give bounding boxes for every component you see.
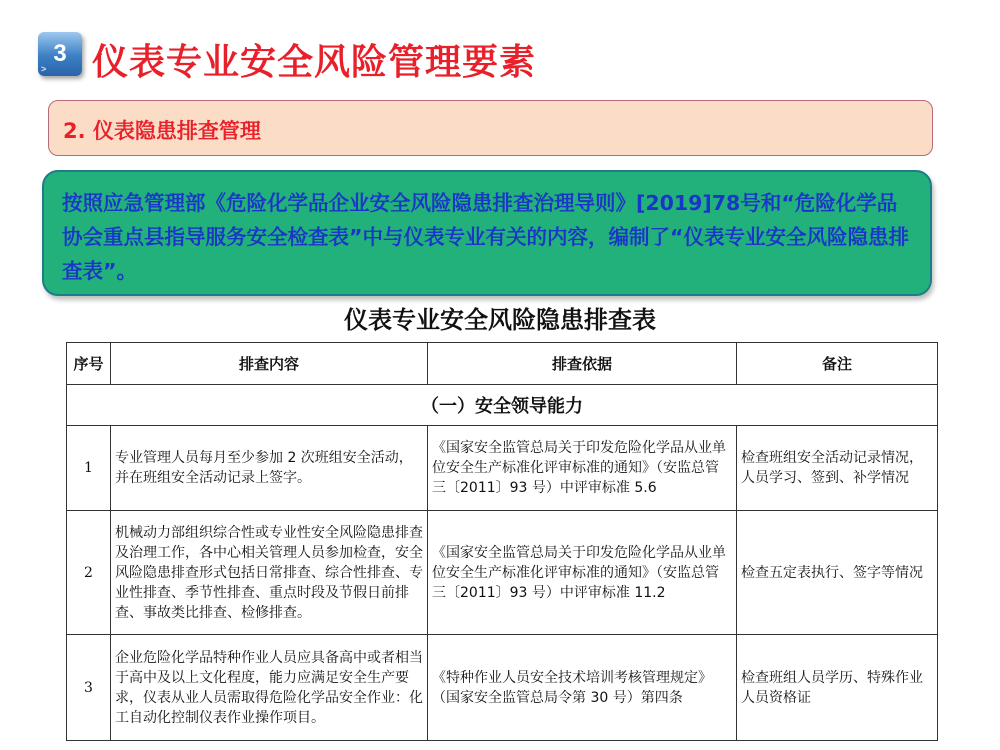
section-heading: 2. 仪表隐患排查管理: [63, 119, 261, 143]
row-number: 2: [67, 511, 111, 635]
row-number: 1: [67, 426, 111, 511]
row-note: 检查班组人员学历、特殊作业人员资格证: [737, 635, 938, 741]
row-note: 检查班组安全活动记录情况，人员学习、签到、补学情况: [737, 426, 938, 511]
row-basis: 《国家安全监管总局关于印发危险化学品从业单位安全生产标准化评审标准的通知》（安监总管三〔2011〕93 号）中评审标准 11.2: [428, 511, 737, 635]
group-label: （一）安全领导能力: [67, 385, 938, 426]
row-number: 3: [67, 635, 111, 741]
header-content: 排查内容: [111, 343, 428, 385]
row-content: 专业管理人员每月至少参加 2 次班组安全活动，并在班组安全活动记录上签字。: [111, 426, 428, 511]
table-row: [67, 426, 938, 511]
risk-checklist-table: [66, 342, 938, 741]
intro-callout: [42, 170, 932, 296]
page-title: 仪表专业安全风险管理要素: [92, 42, 537, 83]
section-heading-box: [48, 100, 933, 156]
table-group-row: [67, 385, 938, 426]
row-note: 检查五定表执行、签字等情况: [737, 511, 938, 635]
header-note: 备注: [737, 343, 938, 385]
table-row: [67, 511, 938, 635]
table-row: [67, 635, 938, 741]
row-content: 企业危险化学品特种作业人员应具备高中或者相当于高中及以上文化程度，能力应满足安全生产要求，仪表从业人员需取得危险化学品安全作业：化工自动化控制仪表作业操作项目。: [111, 635, 428, 741]
badge-number: 3: [53, 40, 67, 67]
arrow-icon: >: [41, 64, 47, 74]
header-basis: 排查依据: [428, 343, 737, 385]
section-number-badge: [38, 32, 82, 76]
header-seq: 序号: [67, 343, 111, 385]
intro-text: 按照应急管理部《危险化学品企业安全风险隐患排查治理导则》[2019]78号和“危险化学品协会重点县指导服务安全检查表”中与仪表专业有关的内容，编制了“仪表专业安全风险隐患排查表”。: [62, 191, 909, 283]
row-content: 机械动力部组织综合性或专业性安全风险隐患排查及治理工作，各中心相关管理人员参加检查，安全风险隐患排查形式包括日常排查、综合性排查、专业性排查、季节性排查、重点时段及节假日前排查、事故类比排查、检修排查。: [111, 511, 428, 635]
row-basis: 《国家安全监管总局关于印发危险化学品从业单位安全生产标准化评审标准的通知》（安监总管三〔2011〕93 号）中评审标准 5.6: [428, 426, 737, 511]
table-title: 仪表专业安全风险隐患排查表: [344, 306, 656, 334]
row-basis: 《特种作业人员安全技术培训考核管理规定》（国家安全监管总局令第 30 号）第四条: [428, 635, 737, 741]
table-header-row: [67, 343, 938, 385]
